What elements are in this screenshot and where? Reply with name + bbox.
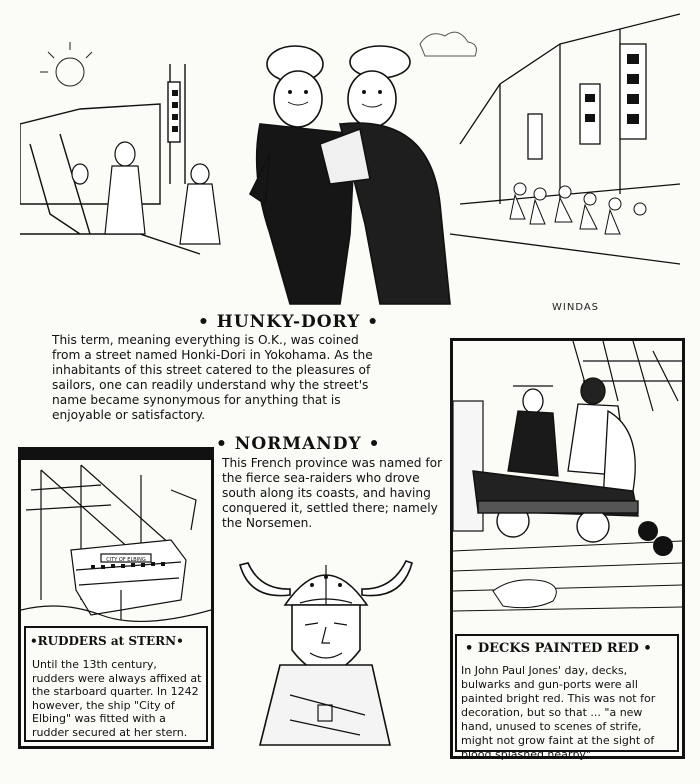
decks-caption-box <box>455 634 679 761</box>
rudders-body: Until the 13th century, rudders were always affixed at the starboard quarter. In 1242 however, the ship "City of Elbing" was fitted with a rudder secured at her stern. <box>32 658 202 739</box>
rudders-title: •RUDDERS at STERN• <box>30 634 184 648</box>
normandy-title: • NORMANDY • <box>216 434 381 454</box>
gun-deck-illustration <box>453 341 682 631</box>
normandy-body <box>222 456 446 531</box>
decks-title: • DECKS PAINTED RED • <box>465 641 652 656</box>
rudders-caption-box <box>24 626 208 742</box>
rudders-panel <box>18 447 214 749</box>
hunky-dory-text: This term, meaning everything is O.K., was coined from a street named Honki-Dori in Yokohama. As the inhabitants of this street catered to the pleasures of sailors, one can readily understand why the street's name became synonymous for anything that is enjoyable or satisfactory. <box>52 333 373 422</box>
ship-name: CITY OF ELBING <box>106 557 146 563</box>
hunky-dory-title: • HUNKY-DORY • <box>198 312 380 332</box>
ship-illustration <box>21 450 211 626</box>
viking-illustration <box>230 545 422 750</box>
normandy-text: This French province was named for the fierce sea-raiders who drove south along its coasts, and having conquered it, settled there; namely the Norsemen. <box>222 456 443 530</box>
sailors-illustration <box>20 4 680 316</box>
decks-body: In John Paul Jones' day, decks, bulwarks and gun-ports were all painted bright red. This was not for decoration, but so that ... "a new hand, unused to scenes of strife, might not grow faint at the sight of blood splashed nearby". <box>461 664 656 761</box>
decks-panel <box>450 338 685 759</box>
artist-signature: WINDAS <box>552 302 600 313</box>
hunky-dory-body <box>52 333 374 423</box>
